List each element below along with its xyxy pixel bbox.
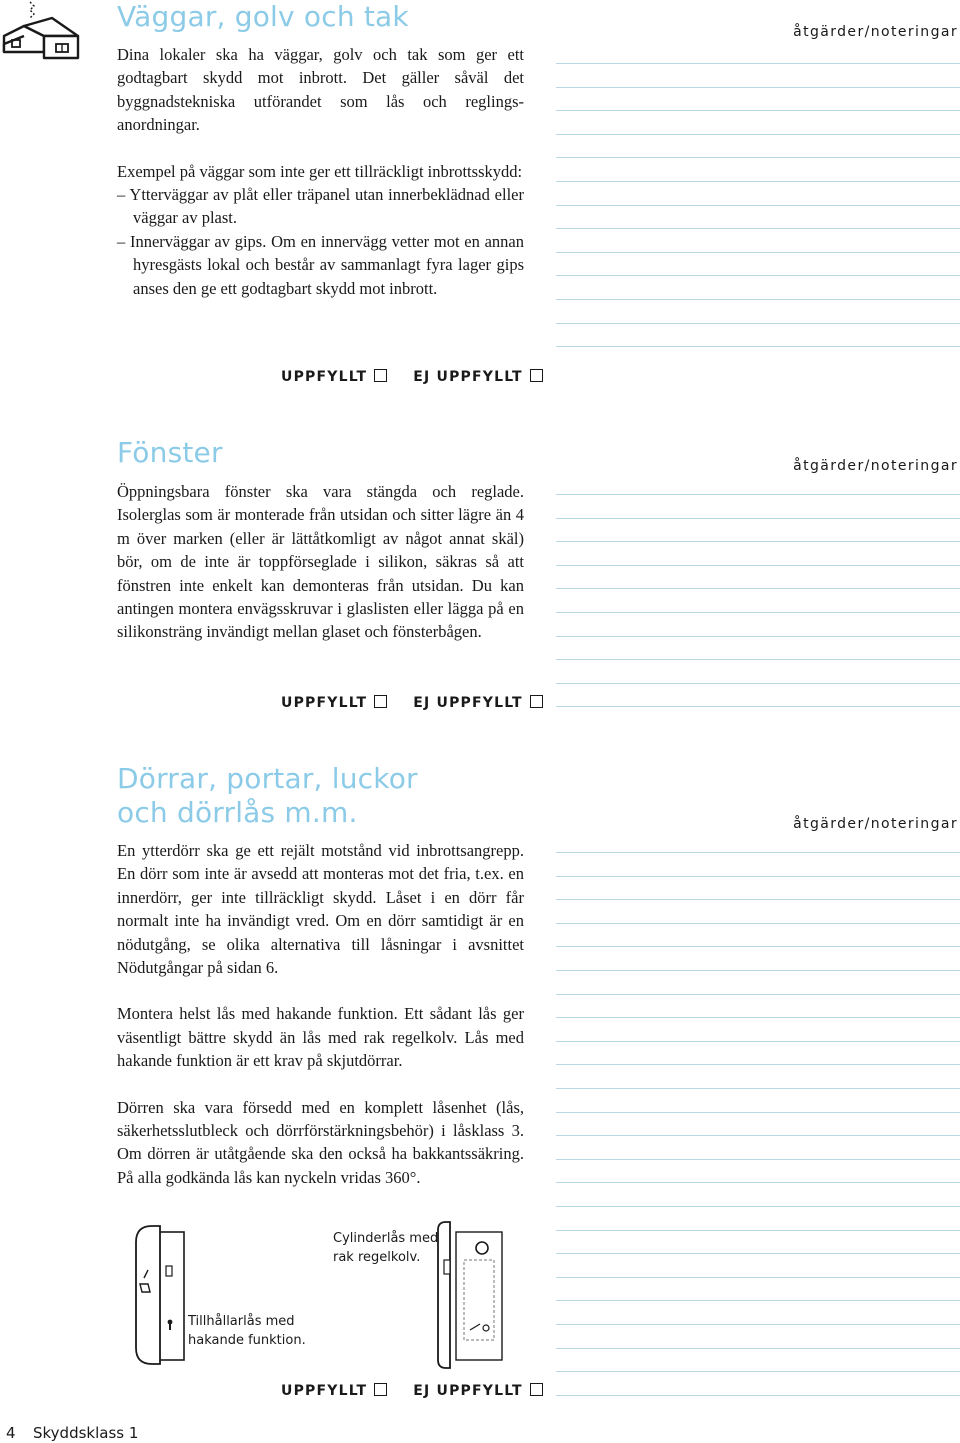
note-line[interactable] bbox=[556, 157, 960, 158]
latch-lock-illustration bbox=[130, 1222, 194, 1370]
note-line[interactable] bbox=[556, 706, 960, 707]
note-line[interactable] bbox=[556, 1300, 960, 1301]
caption-line: Cylinderlås med bbox=[333, 1231, 439, 1246]
title-line: och dörrlås m.m. bbox=[117, 796, 358, 829]
fulfilled-label: UPPFYLLT bbox=[281, 1383, 368, 1399]
note-line[interactable] bbox=[556, 970, 960, 971]
section-title-doors bbox=[117, 762, 418, 830]
note-line[interactable] bbox=[556, 1112, 960, 1113]
note-line[interactable] bbox=[556, 87, 960, 88]
paragraph: Montera helst lås med hakande funktion. Ett sådant lås ger väsentligt bättre skydd än lås med rak regelkolv. Lås med hakande funktion är ett krav på skjutdörrar. bbox=[117, 1004, 524, 1071]
note-line[interactable] bbox=[556, 1348, 960, 1349]
list-item: – Ytterväggar av plåt eller träpanel utan innerbeklädnad eller väggar av plast. bbox=[117, 185, 524, 228]
notes-heading-walls: åtgärder/noteringar bbox=[793, 24, 958, 40]
not-fulfilled-checkbox[interactable] bbox=[530, 695, 543, 708]
note-line[interactable] bbox=[556, 181, 960, 182]
note-line[interactable] bbox=[556, 299, 960, 300]
not-fulfilled-label: EJ UPPFYLLT bbox=[413, 1383, 523, 1399]
note-line[interactable] bbox=[556, 1135, 960, 1136]
note-line[interactable] bbox=[556, 275, 960, 276]
note-line[interactable] bbox=[556, 494, 960, 495]
footer-label: Skyddsklass 1 bbox=[33, 1424, 139, 1442]
house-icon bbox=[0, 0, 84, 70]
note-line[interactable] bbox=[556, 323, 960, 324]
caption-line: rak regelkolv. bbox=[333, 1250, 421, 1265]
note-line[interactable] bbox=[556, 1324, 960, 1325]
note-line[interactable] bbox=[556, 565, 960, 566]
fulfilled-checkbox[interactable] bbox=[374, 695, 387, 708]
checkbox-row-walls bbox=[281, 369, 543, 385]
note-line[interactable] bbox=[556, 683, 960, 684]
note-line[interactable] bbox=[556, 1230, 960, 1231]
note-line[interactable] bbox=[556, 346, 960, 347]
note-line[interactable] bbox=[556, 110, 960, 111]
note-line[interactable] bbox=[556, 134, 960, 135]
section-title-windows: Fönster bbox=[117, 436, 223, 469]
note-line[interactable] bbox=[556, 1159, 960, 1160]
note-line[interactable] bbox=[556, 1182, 960, 1183]
fulfilled-label: UPPFYLLT bbox=[281, 369, 368, 385]
caption-latch-lock bbox=[188, 1312, 306, 1350]
note-line[interactable] bbox=[556, 852, 960, 853]
note-line[interactable] bbox=[556, 518, 960, 519]
note-line[interactable] bbox=[556, 659, 960, 660]
note-line[interactable] bbox=[556, 252, 960, 253]
note-line[interactable] bbox=[556, 205, 960, 206]
note-line[interactable] bbox=[556, 1017, 960, 1018]
not-fulfilled-label: EJ UPPFYLLT bbox=[413, 695, 523, 711]
not-fulfilled-checkbox[interactable] bbox=[530, 369, 543, 382]
note-line[interactable] bbox=[556, 63, 960, 64]
note-line[interactable] bbox=[556, 1041, 960, 1042]
paragraph: En ytterdörr ska ge ett rejält motstånd vid inbrottsangrepp. En dörr som inte är avsedd att monteras mot det fria, t.ex. en innerdörr, ger inte tillräckligt skydd. Låset i en dörr får normalt inte ha invändigt vred. Om en dörr samtidigt är en nödutgång, se olika alternativa till låsningar i avsnittet Nödutgångar på sidan 6. bbox=[117, 841, 524, 978]
note-line[interactable] bbox=[556, 1277, 960, 1278]
note-line[interactable] bbox=[556, 612, 960, 613]
caption-cylinder-lock bbox=[333, 1229, 438, 1267]
note-line[interactable] bbox=[556, 1395, 960, 1396]
checkbox-row-doors bbox=[281, 1383, 543, 1399]
fulfilled-checkbox[interactable] bbox=[374, 369, 387, 382]
not-fulfilled-label: EJ UPPFYLLT bbox=[413, 369, 523, 385]
cylinder-lock-illustration bbox=[430, 1220, 510, 1370]
note-line[interactable] bbox=[556, 994, 960, 995]
note-line[interactable] bbox=[556, 541, 960, 542]
paragraph: Exempel på väggar som inte ger ett tillräckligt inbrottsskydd: bbox=[117, 161, 523, 181]
note-line[interactable] bbox=[556, 1371, 960, 1372]
note-line[interactable] bbox=[556, 1064, 960, 1065]
note-line[interactable] bbox=[556, 228, 960, 229]
caption-line: hakande funktion. bbox=[188, 1333, 306, 1348]
note-line[interactable] bbox=[556, 1088, 960, 1089]
notes-heading-doors: åtgärder/noteringar bbox=[793, 816, 958, 832]
note-line[interactable] bbox=[556, 588, 960, 589]
note-line[interactable] bbox=[556, 946, 960, 947]
section-body-doors bbox=[117, 839, 524, 1189]
checkbox-row-windows bbox=[281, 695, 543, 711]
page-number: 4 bbox=[6, 1424, 16, 1442]
paragraph: Öppningsbara fönster ska vara stängda och reglade. Isolerglas som är monterade från utsidan och sitter lägre än 4 m över marken (eller är lättåtkomligt av något annat skäl) bör, om de inte är toppförseglade i silikon, säkras så att fönstren inte enkelt kan demonteras från utsidan. Du kan antingen montera envägsskruvar i glaslisten eller lägga på en silikonsträng invändigt mellan glaset och fönsterbågen. bbox=[117, 482, 524, 642]
note-line[interactable] bbox=[556, 899, 960, 900]
caption-line: Tillhållarlås med bbox=[188, 1314, 295, 1329]
note-line[interactable] bbox=[556, 636, 960, 637]
title-line: Dörrar, portar, luckor bbox=[117, 762, 418, 795]
note-line[interactable] bbox=[556, 1206, 960, 1207]
paragraph: Dina lokaler ska ha väggar, golv och tak som ger ett godtagbart skydd mot inbrott. Det gäller såväl det byggnadstekniska utförandet som lås och reglingsanordningar. bbox=[117, 45, 524, 135]
section-body-walls bbox=[117, 43, 524, 300]
note-line[interactable] bbox=[556, 876, 960, 877]
notes-heading-windows: åtgärder/noteringar bbox=[793, 458, 958, 474]
note-line[interactable] bbox=[556, 1253, 960, 1254]
section-title-walls: Väggar, golv och tak bbox=[117, 0, 409, 33]
not-fulfilled-checkbox[interactable] bbox=[530, 1383, 543, 1396]
note-line[interactable] bbox=[556, 923, 960, 924]
fulfilled-checkbox[interactable] bbox=[374, 1383, 387, 1396]
list-item: – Innerväggar av gips. Om en innervägg vetter mot en annan hyresgästs lokal och består av sammanlagt fyra lager gips anses den ge ett godtagbart skydd mot inbrott. bbox=[117, 231, 524, 298]
paragraph: Dörren ska vara försedd med en komplett låsenhet (lås, säkerhetsslutbleck och dörrförstärkningsbehör) i låsklass 3. Om dörren är utåtgående ska den också ha bakkantssäkring. På alla godkända lås kan nyckeln vridas 360°. bbox=[117, 1097, 524, 1187]
fulfilled-label: UPPFYLLT bbox=[281, 695, 368, 711]
section-body-windows bbox=[117, 480, 524, 644]
